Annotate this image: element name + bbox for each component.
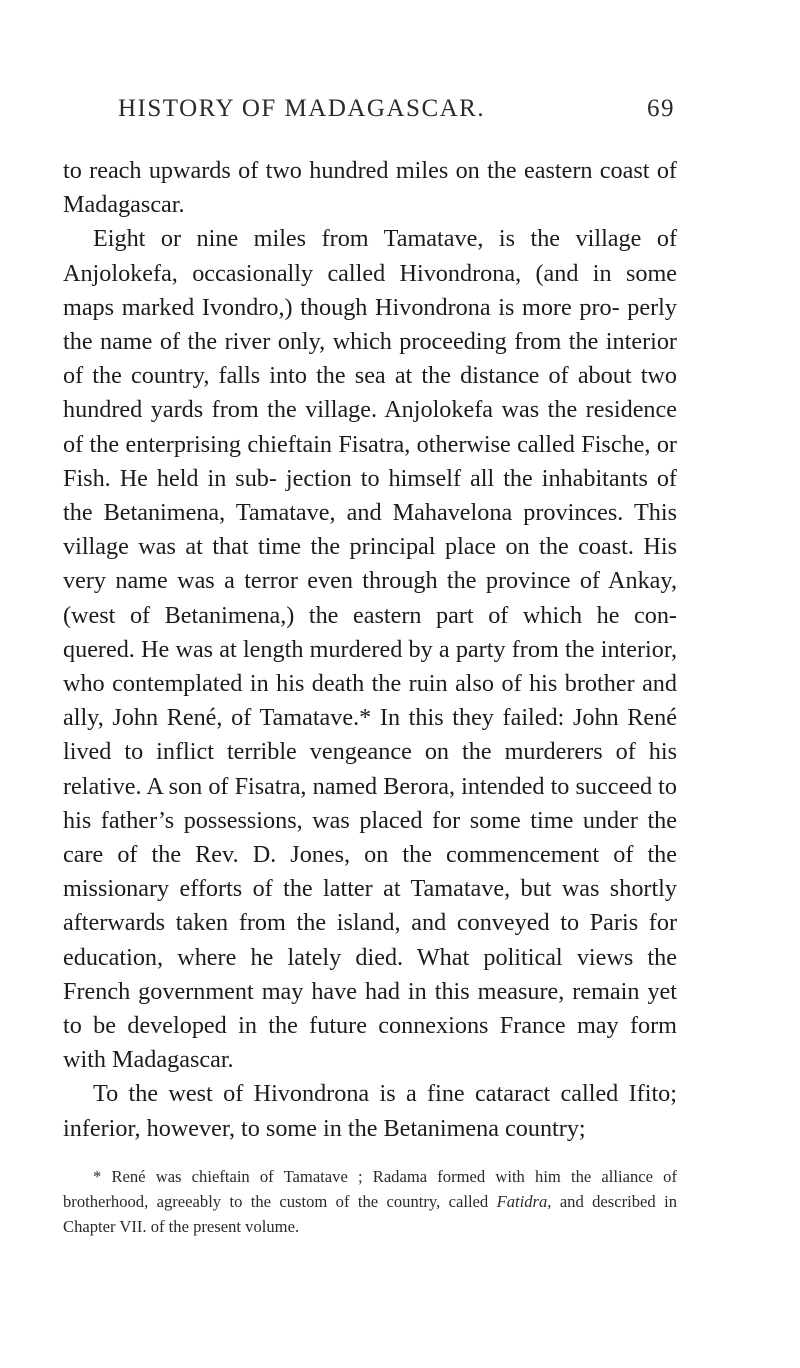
- running-title: HISTORY OF MADAGASCAR.: [118, 95, 486, 122]
- footnote-text: [63, 1164, 677, 1239]
- page-number: 69: [647, 95, 675, 122]
- running-header: [118, 95, 675, 135]
- paragraph-ifito: To the west of Hivondrona is a fine cataract called Ifito; inferior, however, to some in the Betanimena country;: [63, 1080, 677, 1142]
- footnote-text-before: * René was chieftain of Tamatave ; Radama formed with him the alliance of brotherhood, agreeably to the custom of the country, called: [63, 1167, 677, 1211]
- footnote-italic-term: Fatidra,: [496, 1192, 552, 1211]
- footnote: [63, 1164, 677, 1239]
- body-text: [63, 154, 677, 1146]
- paragraph-anjolokefa: Eight or nine miles from Tamatave, is the village of Anjolokefa, occasionally called Hivondrona, (and in some maps marked Ivondro,) though Hivondrona is more pro- perly the name of the river only, which proceeding from the interior of the country, falls into the sea at the distance of about two hundred yards from the village. Anjolokefa was the residence of the enterprising chieftain Fisatra, otherwise called Fische, or Fish. He held in sub- jection to himself all the inhabitants of the Betanimena, Tamatave, and Mahavelona provinces. This village was at that time the principal place on the coast. His very name was a terror even through the province of Ankay, (west of Betanimena,) the eastern part of which he con- quered. He was at length murdered by a party from the interior, who contemplated in his death the ruin also of his brother and ally, John René, of Tamatave.* In this they failed: John René lived to inflict terrible vengeance on the murderers of his relative. A son of Fisatra, named Berora, intended to succeed to his father’s possessions, was placed for some time under the care of the Rev. D. Jones, on the commencement of the missionary efforts of the latter at Tamatave, but was shortly afterwards taken from the island, and conveyed to Paris for education, where he lately died. What political views the French government may have had in this measure, remain yet to be developed in the future connexions France may form with Madagascar.: [63, 225, 677, 1074]
- paragraph-continuation: to reach upwards of two hundred miles on the eastern coast of Madagascar.: [63, 157, 677, 219]
- footnote-text-after: and described in Chapter VII. of the present volume.: [63, 1192, 677, 1236]
